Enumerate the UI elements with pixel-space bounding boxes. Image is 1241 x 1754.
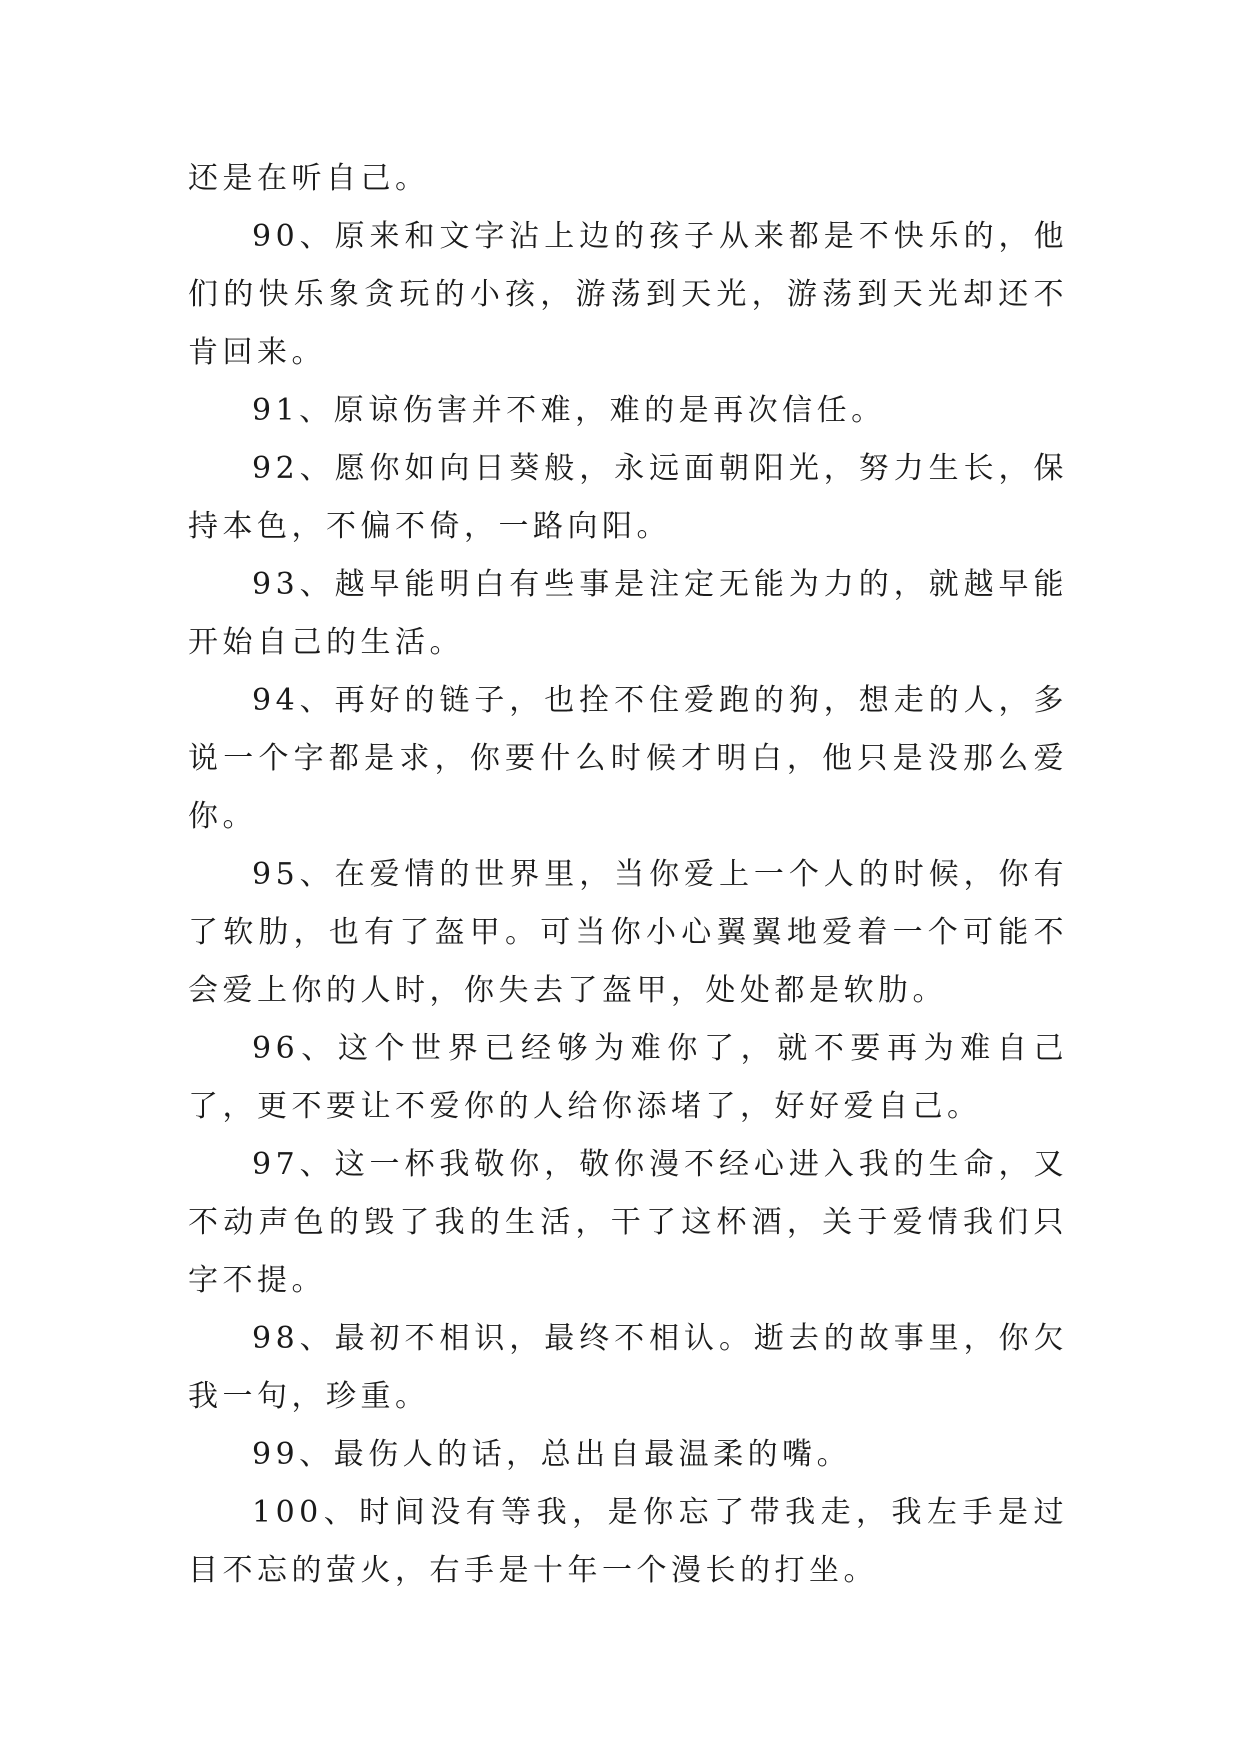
quote-paragraph-99: 99、最伤人的话，总出自最温柔的嘴。 (252, 1437, 852, 1472)
quote-paragraph-95: 95、在爱情的世界里，当你爱上一个人的时候，你有了软肋，也有了盔甲。可当你小心翼翼地爱着一个可能不会爱上你的人时，你失去了盔甲，处处都是软肋。 (188, 857, 1068, 1008)
quote-paragraph-92: 92、愿你如向日葵般，永远面朝阳光，努力生长，保持本色，不偏不倚，一路向阳。 (188, 451, 1068, 544)
quote-paragraph-93: 93、越早能明白有些事是注定无能为力的，就越早能开始自己的生活。 (188, 567, 1068, 660)
quote-paragraph-94: 94、再好的链子，也拴不住爱跑的狗，想走的人，多说一个字都是求，你要什么时候才明白，他只是没那么爱你。 (188, 683, 1068, 834)
quote-paragraph-91: 91、原谅伤害并不难，难的是再次信任。 (252, 393, 886, 428)
paragraph-continuation: 还是在听自己。 (188, 161, 430, 196)
quote-paragraph-97: 97、这一杯我敬你，敬你漫不经心进入我的生命，又不动声色的毁了我的生活，干了这杯酒，关于爱情我们只字不提。 (188, 1147, 1068, 1298)
quote-paragraph-100: 100、时间没有等我，是你忘了带我走，我左手是过目不忘的萤火，右手是十年一个漫长的打坐。 (188, 1495, 1068, 1588)
document-page (188, 150, 1068, 1600)
quote-paragraph-90: 90、原来和文字沾上边的孩子从来都是不快乐的，他们的快乐象贪玩的小孩，游荡到天光，游荡到天光却还不肯回来。 (188, 219, 1068, 370)
quote-paragraph-98: 98、最初不相识，最终不相认。逝去的故事里，你欠我一句，珍重。 (188, 1321, 1068, 1414)
quote-paragraph-96: 96、这个世界已经够为难你了，就不要再为难自己了，更不要让不爱你的人给你添堵了，好好爱自己。 (188, 1031, 1068, 1124)
